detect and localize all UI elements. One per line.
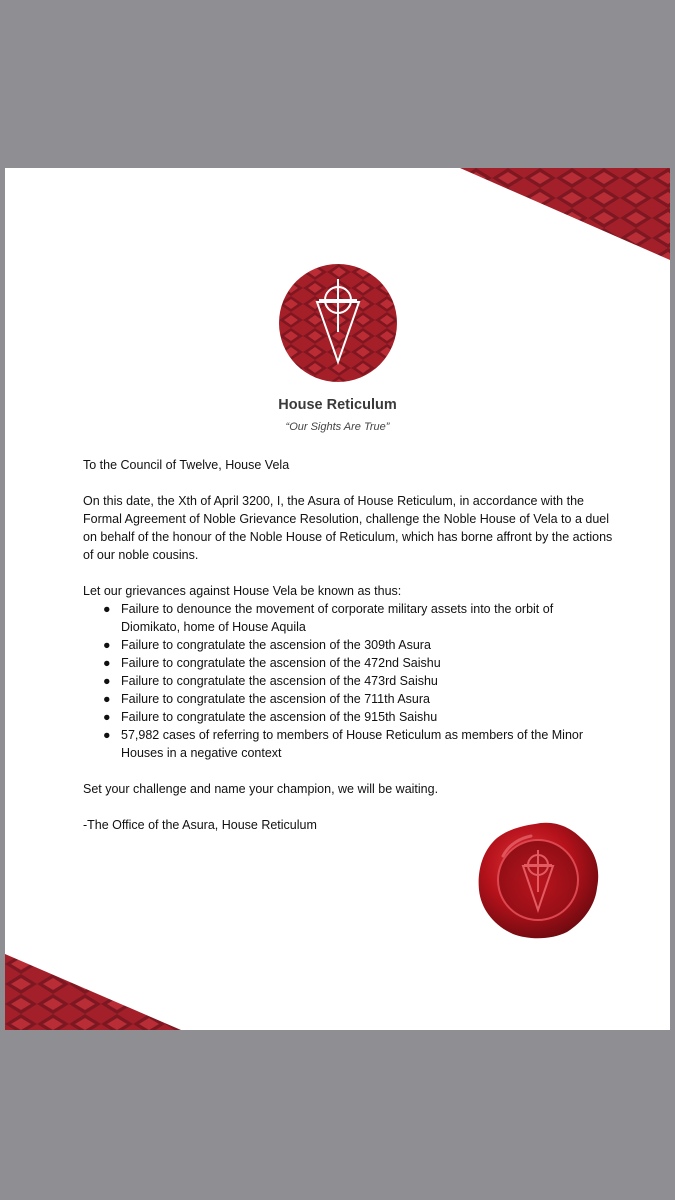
- salutation: To the Council of Twelve, House Vela: [83, 458, 290, 472]
- bullet-icon: ●: [103, 692, 111, 706]
- bullet-icon: ●: [103, 710, 111, 724]
- house-name: House Reticulum: [278, 397, 397, 413]
- wax-seal-icon: [473, 818, 603, 942]
- signature: -The Office of the Asura, House Reticulum: [83, 818, 317, 832]
- corner-pattern-bottom-left-icon: [5, 954, 181, 1030]
- letter-body: [83, 456, 613, 852]
- house-motto: “Our Sights Are True”: [285, 421, 390, 433]
- corner-pattern-top-right-icon: [460, 168, 670, 260]
- list-item: [103, 600, 613, 636]
- grievance-text: 57,982 cases of referring to members of House Reticulum as members of the Minor Houses in a negative context: [121, 728, 584, 760]
- letter-page: [5, 168, 670, 1030]
- bullet-icon: ●: [103, 674, 111, 688]
- list-item: [103, 636, 613, 654]
- grievance-text: Failure to congratulate the ascension of the 309th Asura: [121, 638, 431, 652]
- grievance-text: Failure to denounce the movement of corporate military assets into the orbit of Diomikato, home of House Aquila: [121, 602, 554, 634]
- list-item: [103, 726, 613, 762]
- list-item: [103, 708, 613, 726]
- grievance-text: Failure to congratulate the ascension of the 711th Asura: [121, 692, 430, 706]
- list-item: [103, 654, 613, 672]
- grievance-list: [83, 600, 613, 762]
- bullet-icon: ●: [103, 728, 111, 742]
- list-item: [103, 690, 613, 708]
- grievance-text: Failure to congratulate the ascension of the 915th Saishu: [121, 710, 438, 724]
- grievance-intro: Let our grievances against House Vela be known as thus:: [83, 584, 402, 598]
- grievance-text: Failure to congratulate the ascension of the 473rd Saishu: [121, 674, 438, 688]
- closing-line: Set your challenge and name your champion, we will be waiting.: [83, 782, 439, 796]
- list-item: [103, 672, 613, 690]
- grievance-text: Failure to congratulate the ascension of the 472nd Saishu: [121, 656, 441, 670]
- opening-paragraph: On this date, the Xth of April 3200, I, the Asura of House Reticulum, in accordance with the Formal Agreement of Noble Grievance Resolution, challenge the Noble House of Vela to a duel on behalf of the honour of the Noble House of Reticulum, which has borne affront by the actions of our noble cousins.: [83, 494, 613, 562]
- reticulum-crosshair-emblem-icon: [279, 264, 397, 382]
- bullet-icon: ●: [103, 602, 111, 616]
- bullet-icon: ●: [103, 656, 111, 670]
- bullet-icon: ●: [103, 638, 111, 652]
